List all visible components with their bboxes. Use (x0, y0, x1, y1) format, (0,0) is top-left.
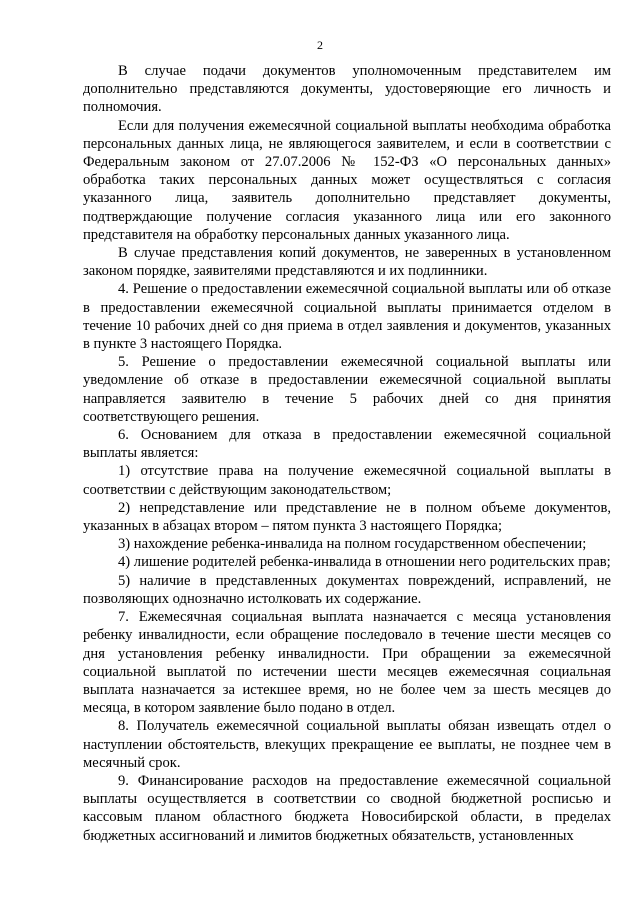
paragraph-ground-4: 4) лишение родителей ребенка-инвалида в отношении него родительских прав; (118, 554, 611, 571)
paragraph-document-copies: В случае представления копий документов, не заверенных в установленном законом порядке, заявителями представляются и их подлинники. (83, 245, 611, 280)
paragraph-ground-3: 3) нахождение ребенка-инвалида на полном государственном обеспечении; (118, 536, 587, 553)
paragraph-item-8-obligation: 8. Получатель ежемесячной социальной выплаты обязан извещать отдел о наступлении обстоятельств, влекущих прекращение ее выплаты, не позднее чем в месячный срок. (83, 718, 611, 771)
paragraph-item-9-financing: 9. Финансирование расходов на предоставление ежемесячной социальной выплаты осуществляется в соответствии со сводной бюджетной росписью и кассовым планом областного бюджета Новосибирской области, в пределах бюджетных ассигнований и лимитов бюджетных обязательств, установленных (83, 772, 611, 844)
document-body (83, 62, 611, 845)
paragraph-personal-data-consent: Если для получения ежемесячной социальной выплаты необходима обработка персональных данных лица, не являющегося заявителем, и если в соответствии с Федеральным законом от 27.07.2006 № 152-ФЗ «О персональных данных» обработка таких персональных данных может осуществляться с согласия указанного лица, заявитель дополнительно представляет документы, подтверждающие получение согласия указанного лица или его законного представителя на обработку персональных данных указанного лица. (83, 117, 611, 243)
paragraph-item-4-decision: 4. Решение о предоставлении ежемесячной социальной выплаты или об отказе в предоставлении ежемесячной социальной выплаты принимается отделом в течение 10 рабочих дней со дня приема в отдел заявления и документов, указанных в пункте 3 настоящего Порядка. (83, 281, 611, 353)
paragraph-ground-1: 1) отсутствие права на получение ежемесячной социальной выплаты в соответствии с действующим законодательством; (83, 463, 611, 498)
paragraph-ground-5: 5) наличие в представленных документах повреждений, исправлений, не позволяющих однозначно истолковать их содержание. (83, 572, 611, 607)
paragraph-item-5-notification: 5. Решение о предоставлении ежемесячной социальной выплаты или уведомление об отказе в предоставлении ежемесячной социальной выплаты направляется заявителю в течение 5 рабочих дней со дня принятия соответствующего решения. (83, 354, 611, 425)
paragraph-item-7-assignment: 7. Ежемесячная социальная выплата назначается с месяца установления ребенку инвалидности, если обращение последовало в течение шести месяцев со дня установления ребенку инвалидности. При обращении за ежемесячной социальной выплатой по истечении шести месяцев ежемесячная социальная выплата назначается за истекшее время, но не более чем за шесть месяцев до месяца, в котором заявление было подано в отдел. (83, 609, 611, 717)
paragraph-ground-2: 2) непредставление или представление не в полном объеме документов, указанных в абзацах втором – пятом пункта 3 настоящего Порядка; (83, 499, 611, 535)
paragraph-item-6-refusal-grounds: 6. Основанием для отказа в предоставлении ежемесячной социальной выплаты является: (83, 427, 611, 462)
page-number: 2 (317, 38, 323, 52)
paragraph-representative-documents: В случае подачи документов уполномоченным представителем им дополнительно представляются документы, удостоверяющие его личность и полномочия. (83, 63, 611, 116)
